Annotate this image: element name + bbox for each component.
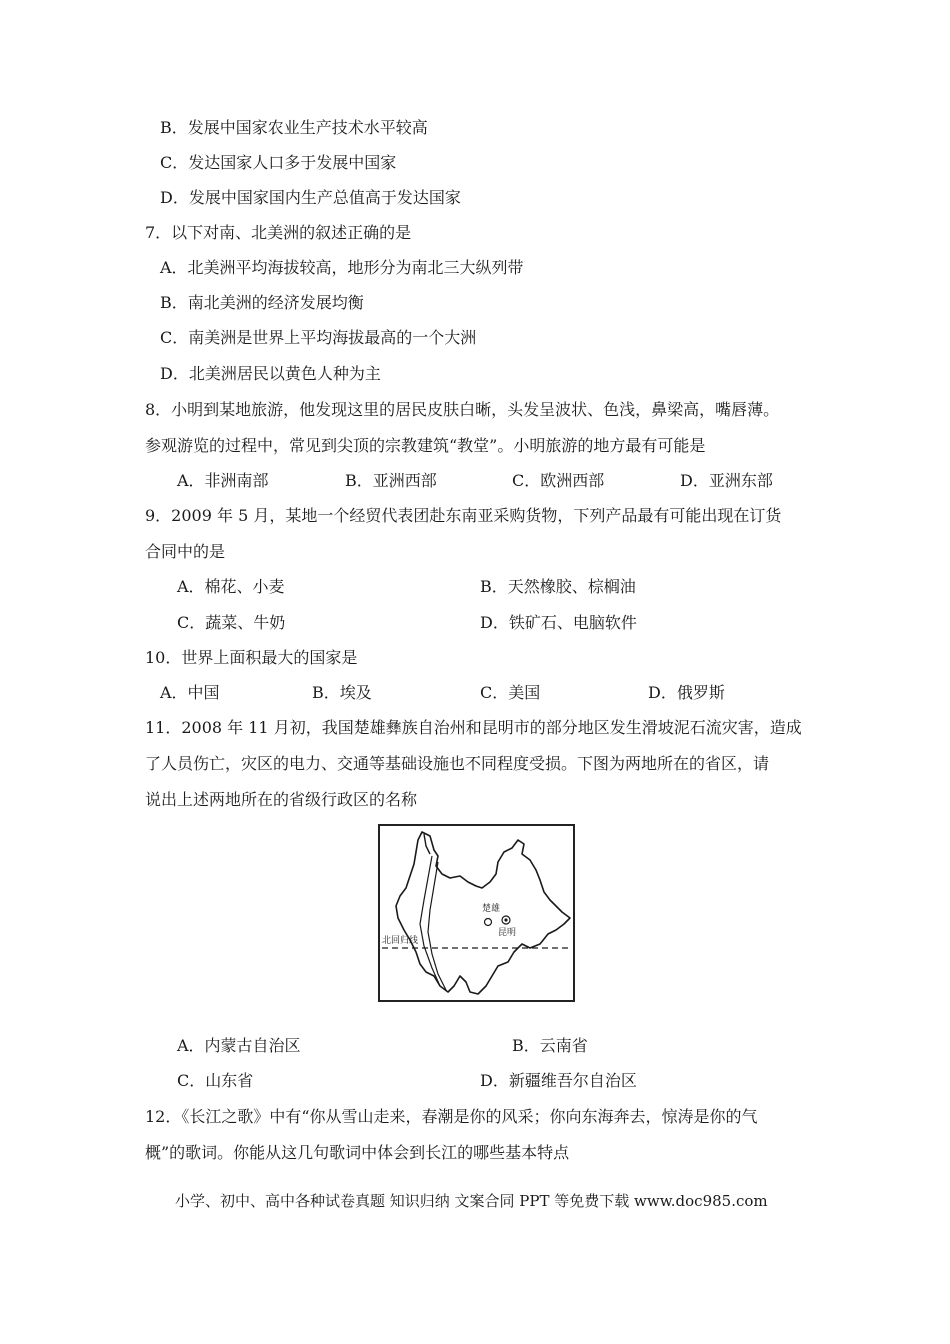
q10-option-d: D．俄罗斯: [648, 683, 725, 702]
q6-option-d: D．发展中国家国内生产总值高于发达国家: [160, 188, 461, 207]
q9-stem-line1: 9．2009 年 5 月，某地一个经贸代表团赴东南亚采购货物，下列产品最有可能出现在订货: [145, 506, 782, 525]
page-footer: 小学、初中、高中各种试卷真题 知识归纳 文案合同 PPT 等免费下载 www.doc985.com: [175, 1192, 768, 1210]
q7-option-b: B．南北美洲的经济发展均衡: [160, 293, 364, 312]
q8-option-b: B．亚洲西部: [345, 471, 437, 490]
q8-option-c: C．欧洲西部: [512, 471, 605, 490]
q11-stem-line3: 说出上述两地所在的省级行政区的名称: [145, 790, 418, 809]
q7-option-c: C．南美洲是世界上平均海拔最高的一个大洲: [160, 328, 477, 347]
q10-option-c: C．美国: [480, 683, 541, 702]
q8-option-a: A．非洲南部: [177, 471, 269, 490]
q12-stem-line2: 概”的歌词。你能从这几句歌词中体会到长江的哪些基本特点: [145, 1143, 570, 1162]
q12-stem-line1: 12．《长江之歌》中有“你从雪山走来，春潮是你的风采；你向东海奔去，惊涛是你的气: [145, 1107, 758, 1126]
q7-option-d: D．北美洲居民以黄色人种为主: [160, 364, 381, 383]
q9-option-a: A．棉花、小麦: [177, 577, 285, 596]
q11-option-a: A．内蒙古自治区: [177, 1036, 301, 1055]
map-label-tropic-of-cancer: 北回归线: [382, 936, 419, 946]
q9-option-c: C．蔬菜、牛奶: [177, 613, 286, 632]
q9-option-d: D．铁矿石、电脑软件: [480, 613, 637, 632]
q9-option-b: B．天然橡胶、棕榈油: [480, 577, 636, 596]
yunnan-map-figure: [378, 824, 575, 1002]
q11-option-d: D．新疆维吾尔自治区: [480, 1071, 637, 1090]
q8-stem-line1: 8．小明到某地旅游，他发现这里的居民皮肤白晰，头发呈波状、色浅，鼻梁高，嘴唇薄。: [145, 400, 780, 419]
map-label-kunming: 昆明: [498, 928, 517, 938]
q10-option-a: A．中国: [160, 683, 220, 702]
q11-stem-line1: 11．2008 年 11 月初，我国楚雄彝族自治州和昆明市的部分地区发生滑坡泥石流灾害，造成: [145, 718, 802, 737]
q7-option-a: A．北美洲平均海拔较高，地形分为南北三大纵列带: [160, 258, 524, 277]
q11-option-c: C．山东省: [177, 1071, 254, 1090]
q10-option-b: B．埃及: [312, 683, 372, 702]
q8-stem-line2: 参观游览的过程中，常见到尖顶的宗教建筑“教堂”。小明旅游的地方最有可能是: [145, 436, 706, 455]
q7-stem: 7．以下对南、北美洲的叙述正确的是: [145, 223, 412, 242]
q6-option-c: C．发达国家人口多于发展中国家: [160, 153, 397, 172]
q11-stem-line2: 了人员伤亡，灾区的电力、交通等基础设施也不同程度受损。下图为两地所在的省区，请: [145, 754, 770, 773]
q9-stem-line2: 合同中的是: [145, 542, 226, 561]
q6-option-b: B．发展中国家农业生产技术水平较高: [160, 118, 428, 137]
map-label-chuxiong: 楚雄: [482, 904, 501, 914]
q10-stem: 10．世界上面积最大的国家是: [145, 648, 358, 667]
q11-option-b: B．云南省: [512, 1036, 588, 1055]
province-outline-icon: [380, 826, 573, 1000]
q8-option-d: D．亚洲东部: [680, 471, 773, 490]
